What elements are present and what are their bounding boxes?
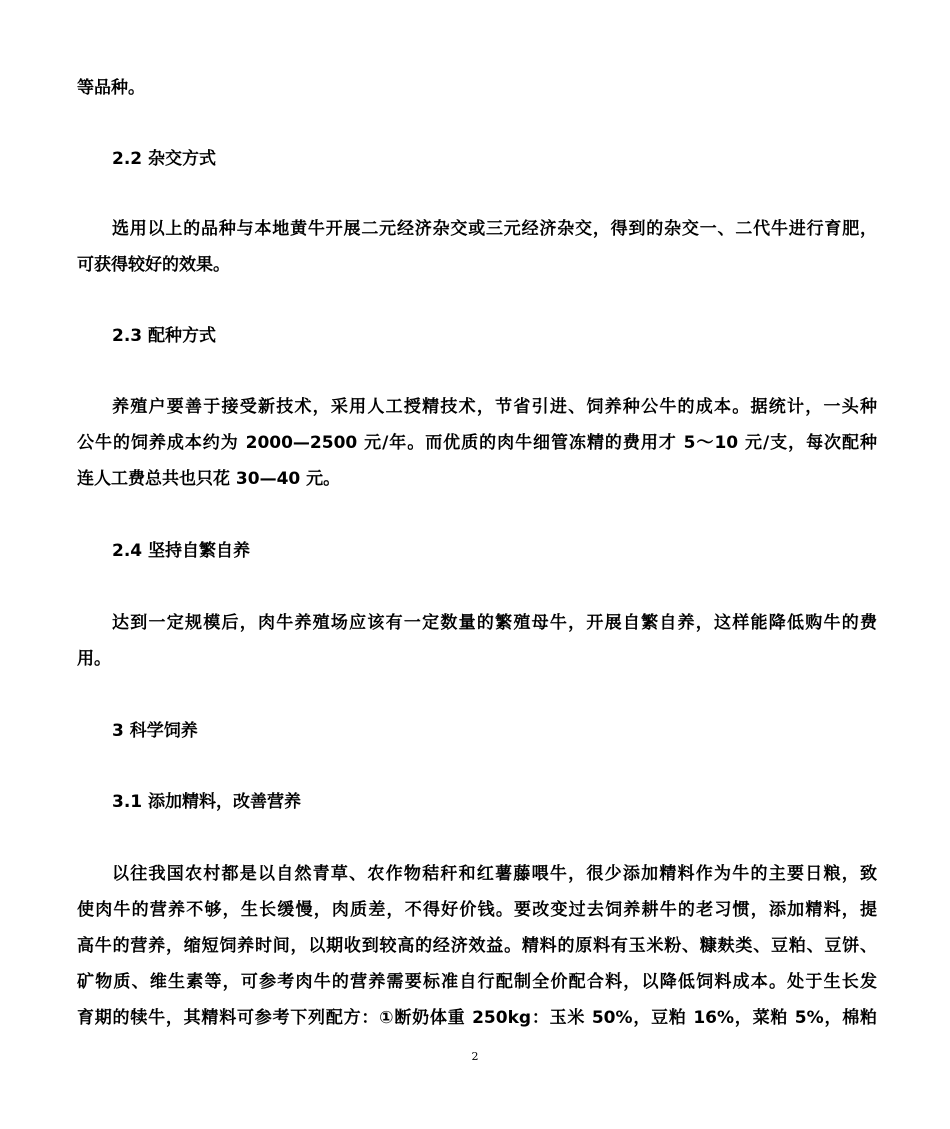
section-heading-3-1: 3.1 添加精料，改善营养 (112, 792, 302, 812)
paragraph-line: 公牛的饲养成本约为 2000—2500 元/年。而优质的肉牛细管冻精的费用才 5～10 元/支，每次配种 (77, 433, 877, 453)
paragraph-line: 使肉牛的营养不够，生长缓慢，肉质差，不得好价钱。要改变过去饲养耕牛的老习惯，添加精料，提 (77, 900, 877, 920)
paragraph-line: 选用以上的品种与本地黄牛开展二元经济杂交或三元经济杂交，得到的杂交一、二代牛进行育肥， (112, 219, 877, 239)
section-heading-2-4: 2.4 坚持自繁自养 (112, 541, 251, 561)
paragraph-line: 达到一定规模后，肉牛养殖场应该有一定数量的繁殖母牛，开展自繁自养，这样能降低购牛的费 (112, 613, 877, 633)
paragraph-line: 用。 (77, 649, 111, 669)
paragraph-line: 连人工费总共也只花 30—40 元。 (77, 469, 341, 489)
paragraph-end-line: 等品种。 (77, 78, 145, 98)
paragraph-line: 高牛的营养，缩短饲养时间，以期收到较高的经济效益。精料的原料有玉米粉、糠麸类、豆粕、豆饼、 (77, 936, 877, 956)
paragraph-line: 矿物质、维生素等，可参考肉牛的营养需要标准自行配制全价配合料，以降低饲料成本。处于生长发 (77, 972, 877, 992)
page-number: 2 (471, 1050, 479, 1063)
section-heading-3: 3 科学饲养 (112, 721, 198, 741)
paragraph-line: 以往我国农村都是以自然青草、农作物秸秆和红薯藤喂牛，很少添加精料作为牛的主要日粮，致 (112, 864, 877, 884)
section-heading-2-3: 2.3 配种方式 (112, 326, 217, 346)
paragraph-line: 育期的犊牛，其精料可参考下列配方：①断奶体重 250kg：玉米 50%，豆粕 16%，菜粕 5%，棉粕 (77, 1008, 877, 1028)
paragraph-line: 养殖户要善于接受新技术，采用人工授精技术，节省引进、饲养种公牛的成本。据统计，一头种 (112, 397, 877, 417)
paragraph-line: 可获得较好的效果。 (77, 255, 230, 275)
section-heading-2-2: 2.2 杂交方式 (112, 149, 217, 169)
